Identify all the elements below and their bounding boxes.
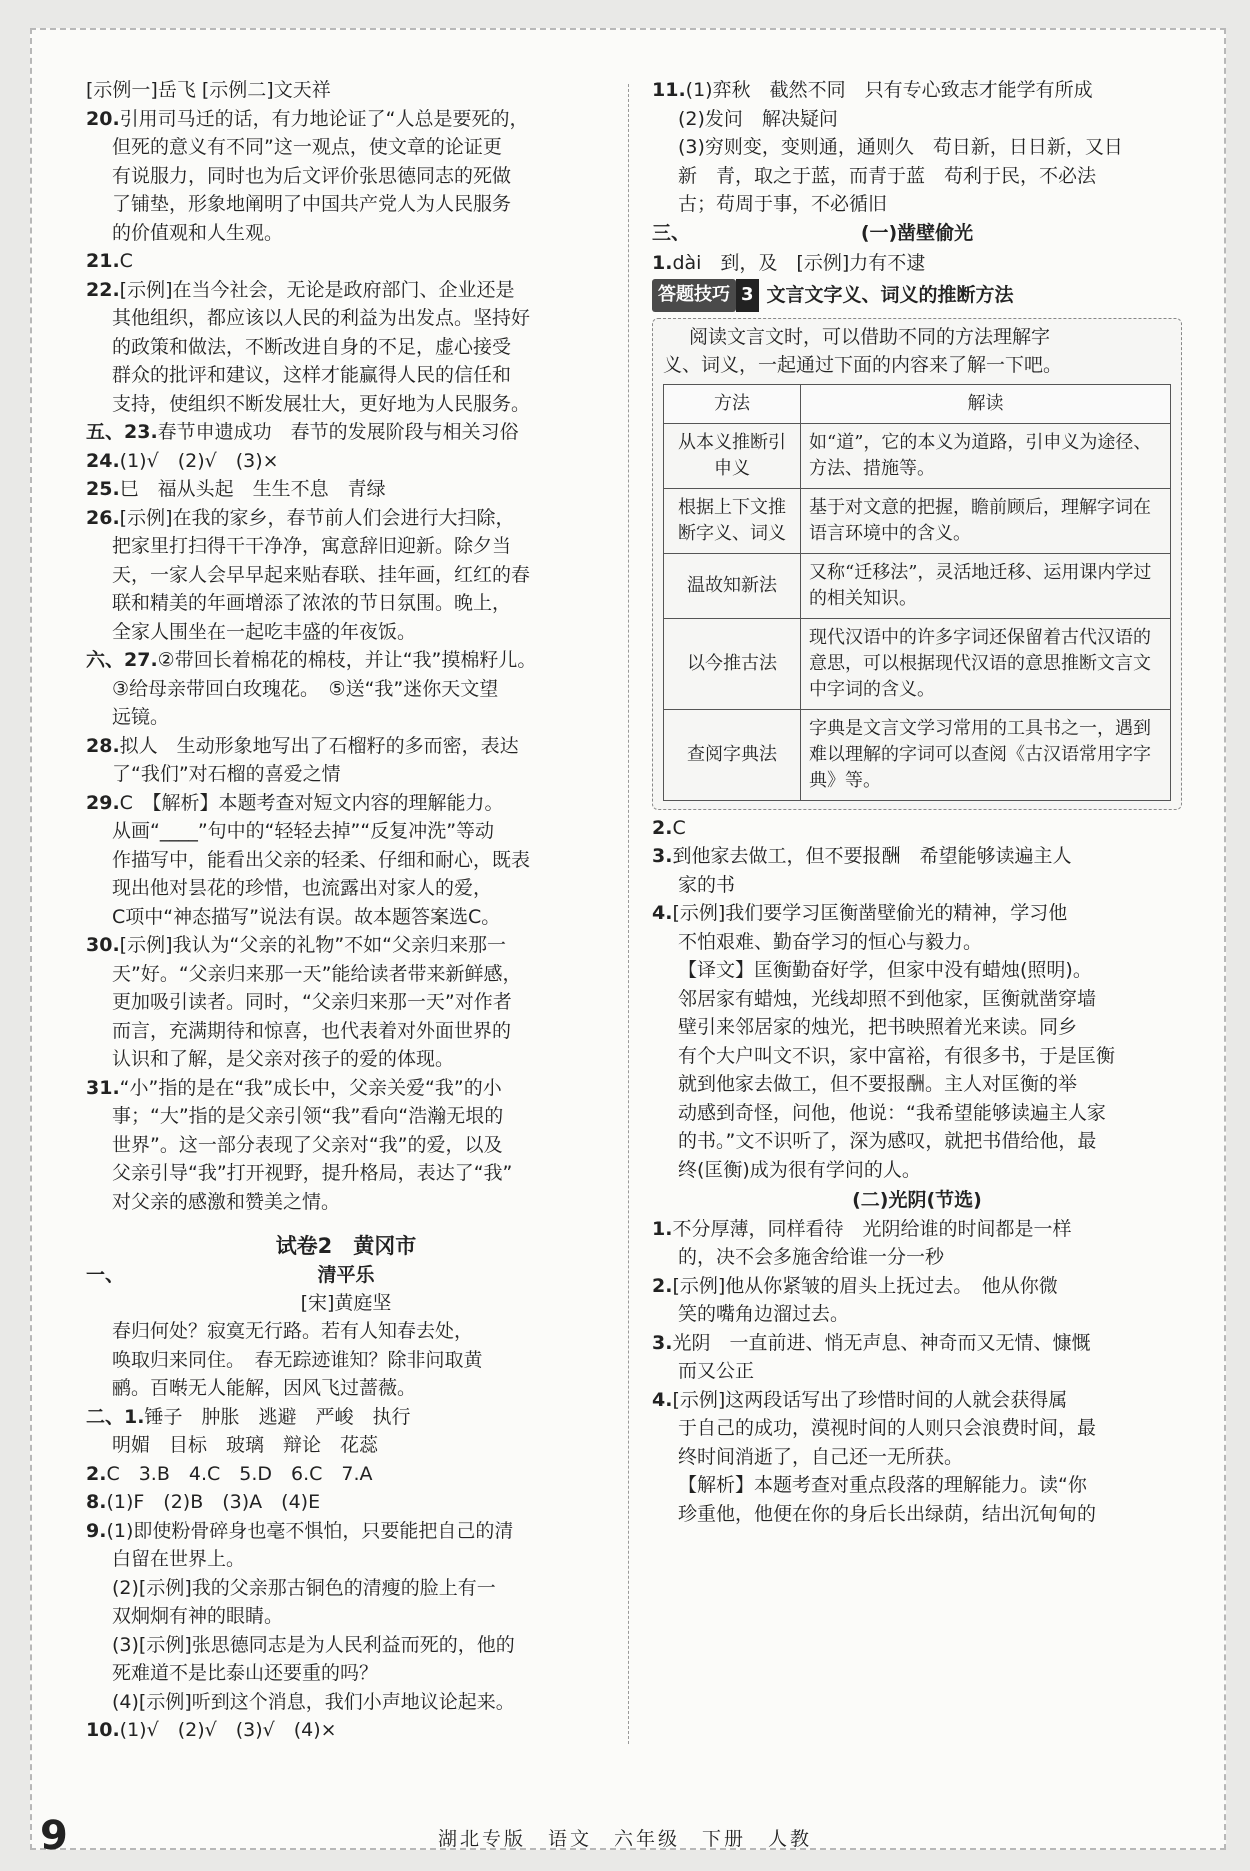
- answer-line: [86, 447, 606, 476]
- answer-number: 2.: [652, 816, 673, 839]
- answer-line: [86, 646, 606, 675]
- answer-line: [86, 817, 606, 846]
- answer-number: 8.: [86, 1491, 107, 1513]
- section-one-label: 一、: [86, 1263, 125, 1286]
- answer-line: [86, 361, 606, 390]
- answer-text: 锤子 肿胀 逃避 严峻 执行: [144, 1405, 411, 1428]
- answer-text: 就到他家去做工，但不要报酬。主人对匡衡的举: [678, 1073, 1078, 1095]
- answer-line: [652, 1215, 1182, 1244]
- answer-number: 2.: [652, 1274, 673, 1297]
- tip-badge: 答题技巧: [652, 279, 736, 312]
- answer-text: 有说服力，同时也为后文评价张思德同志的死做: [112, 164, 512, 187]
- answer-text: [示例]在当今社会，无论是政府部门、企业还是: [119, 278, 515, 301]
- method-cell: 查阅字典法: [664, 709, 801, 800]
- answers-block-guangyin: [652, 1215, 1182, 1529]
- answers-block-2-4: [652, 814, 1182, 1185]
- answer-line: [86, 703, 606, 732]
- answer-line: [86, 561, 606, 590]
- answer-text: 从画“____”句中的“轻轻去掉”“反复冲洗”等动: [112, 820, 495, 842]
- answer-line: [652, 1243, 1182, 1272]
- explanation-cell: 字典是文言文学习常用的工具书之一，遇到难以理解的字词可以查阅《古汉语常用字字典》等。: [801, 709, 1171, 800]
- answer-text: 白留在世界上。: [112, 1548, 246, 1570]
- answer-line: [86, 1403, 606, 1432]
- answer-line: [86, 960, 606, 989]
- answer-text: 春节申遗成功 春节的发展阶段与相关习俗: [157, 421, 519, 443]
- answer-line: [86, 988, 606, 1017]
- answer-line: [86, 931, 606, 960]
- answer-line: [652, 1099, 1182, 1128]
- answer-text: 终(匡衡)成为很有学问的人。: [678, 1158, 921, 1181]
- table-row: [664, 618, 1171, 709]
- answer-text: C项中“神态描写”说法有误。故本题答案选C。: [112, 905, 501, 928]
- explanation-cell: 现代汉语中的许多字词还保留着古代汉语的意思，可以根据现代汉语的意思推断文言文中字词的含义。: [801, 618, 1171, 709]
- answer-line: [652, 1272, 1182, 1301]
- answer-text: 壁引来邻居家的烛光，把书映照着光来读。同乡: [678, 1016, 1078, 1038]
- answer-text: 死难道不是比泰山还要重的吗？: [112, 1662, 379, 1684]
- answer-number: 10.: [86, 1719, 120, 1741]
- answer-line: [86, 1017, 606, 1046]
- answer-line: [86, 732, 606, 761]
- answer-number: 31.: [86, 1076, 120, 1099]
- table-row: [664, 488, 1171, 553]
- tip-intro-1: 阅读文言文时，可以借助不同的方法理解字: [689, 325, 1051, 348]
- answer-line: [86, 247, 606, 276]
- answer-number: 22.: [86, 278, 120, 301]
- answer-line: [86, 219, 606, 248]
- poem-line: 鹂。百啭无人能解，因风飞过蔷薇。: [112, 1377, 417, 1399]
- answer-line: [86, 190, 606, 219]
- answer-line: [652, 1443, 1182, 1472]
- answer-line: [86, 532, 606, 561]
- answer-text: 了铺垫，形象地阐明了中国共产党人为人民服务: [112, 193, 512, 215]
- answer-line: [86, 1431, 606, 1460]
- answer-line: [86, 1517, 606, 1546]
- answer-text: 更加吸引读者。同时，“父亲归来那一天”对作者: [112, 991, 512, 1013]
- answer-text: (1)F (2)B (3)A (4)E: [106, 1491, 321, 1513]
- answer-number: 1.: [652, 1217, 673, 1240]
- answer-number: 28.: [86, 734, 120, 757]
- answer-number: 11.: [652, 79, 686, 101]
- answer-text: 拟人 生动形象地写出了石榴籽的多而密，表达: [119, 734, 519, 757]
- answer-text: ②带回长着棉花的棉枝，并让“我”摸棉籽儿。: [157, 649, 537, 671]
- answer-text: 对父亲的感激和赞美之情。: [112, 1190, 341, 1213]
- section-three-title: (一)凿壁偷光: [860, 221, 974, 244]
- answer-line: [652, 871, 1182, 900]
- answer-text: 到他家去做工，但不要报酬 希望能够读遍主人: [672, 845, 1072, 867]
- answer-line: [86, 133, 606, 162]
- answer-line: [86, 475, 606, 504]
- answer-line: [652, 1042, 1182, 1071]
- answer-text: dài 到，及 [示例]力有不逮: [672, 251, 926, 274]
- answer-text: 现出他对昙花的珍惜，也流露出对家人的爱，: [112, 877, 493, 899]
- answer-number: 4.: [652, 902, 673, 924]
- method-cell: 温故知新法: [664, 553, 801, 618]
- answer-text: 的政策和做法，不断改进自身的不足，虚心接受: [112, 335, 512, 358]
- answer-line: [652, 105, 1182, 134]
- answer-text: [示例]我们要学习匡衡凿壁偷光的精神，学习他: [672, 902, 1068, 924]
- answer-text: 把家里打扫得干干净净，寓意辞旧迎新。除夕当: [112, 535, 512, 557]
- answer-text: 【译文】匡衡勤奋好学，但家中没有蜡烛(照明)。: [678, 959, 1092, 981]
- answer-line: [86, 760, 606, 789]
- answer-line: [652, 985, 1182, 1014]
- answer-line: [86, 390, 606, 419]
- answer-line: [652, 1127, 1182, 1156]
- answer-line: [86, 1102, 606, 1131]
- tip-header: [652, 279, 1182, 312]
- table-row: [664, 553, 1171, 618]
- answer-line: [652, 1357, 1182, 1386]
- answer-line: [652, 899, 1182, 928]
- answer-text: 了“我们”对石榴的喜爱之情: [112, 763, 341, 785]
- answer-number: 3.: [652, 845, 673, 867]
- poem-title: 清平乐: [317, 1263, 375, 1286]
- answer-line: [652, 190, 1182, 219]
- answer-text: 笑的嘴角边溜过去。: [678, 1303, 850, 1325]
- answer-text: (2)[示例]我的父亲那古铜色的清瘦的脸上有一: [112, 1576, 496, 1599]
- answer-text: 天，一家人会早早起来贴春联、挂年画，红红的春: [112, 563, 531, 586]
- answer-text: “小”指的是在“我”成长中，父亲关爱“我”的小: [119, 1076, 502, 1099]
- answer-text: 支持，使组织不断发展壮大，更好地为人民服务。: [112, 392, 531, 415]
- table-row: [664, 423, 1171, 488]
- tip-intro-2: 义、词义，一起通过下面的内容来了解一下吧。: [663, 354, 1063, 376]
- answer-text: (4)[示例]听到这个消息，我们小声地议论起来。: [112, 1690, 515, 1713]
- answer-text: 其他组织，都应该以人民的利益为出发点。坚持好: [112, 307, 531, 329]
- answer-line: [86, 1631, 606, 1660]
- answer-text: 双炯炯有神的眼睛。: [112, 1605, 284, 1627]
- answer-line: [652, 1300, 1182, 1329]
- section-three-b-title: (二)光阴(节选): [852, 1189, 982, 1211]
- tip-box: [652, 318, 1182, 810]
- answers-block-1: [86, 76, 606, 1216]
- answer-text: C 【解析】本题考查对短文内容的理解能力。: [119, 791, 504, 814]
- left-column: [86, 76, 606, 1745]
- answer-text: 巳 福从头起 生生不息 青绿: [119, 478, 386, 500]
- answer-text: 古；苟周于事，不必循旧: [678, 193, 888, 215]
- answer-line: [652, 1500, 1182, 1529]
- answer-text: 不怕艰难、勤奋学习的恒心与毅力。: [678, 930, 983, 953]
- answer-text: 的价值观和人生观。: [112, 221, 284, 244]
- answer-text: 的书。”文不识听了，深为感叹，就把书借给他，最: [678, 1130, 1097, 1152]
- answer-text: 终时间消逝了，自己还一无所获。: [678, 1445, 964, 1468]
- answer-number: 3.: [652, 1331, 673, 1354]
- answer-text: (1)√ (2)√ (3)√ (4)×: [119, 1719, 337, 1741]
- section-three-label: 三、: [652, 221, 691, 244]
- page-footer: [0, 1811, 1250, 1871]
- answer-line: [652, 842, 1182, 871]
- answer-text: ③给母亲带回白玫瑰花。 ⑤送“我”迷你天文望: [112, 677, 499, 700]
- tip-number: 3: [736, 279, 759, 312]
- answer-line: [86, 1602, 606, 1631]
- answer-text: 珍重他，他便在你的身后长出绿荫，结出沉甸甸的: [678, 1502, 1097, 1525]
- answers-block-11: [652, 76, 1182, 219]
- answer-text: 光阴 一直前进、悄无声息、神奇而又无情、慷慨: [672, 1331, 1091, 1354]
- answer-text: 【解析】本题考查对重点段落的理解能力。读“你: [678, 1474, 1087, 1496]
- answer-text: 但死的意义有不同”这一观点，使文章的论证更: [112, 136, 502, 158]
- answer-line: [652, 1414, 1182, 1443]
- answer-text: 远镜。: [112, 706, 170, 728]
- answer-text: (2)发问 解决疑问: [678, 107, 838, 130]
- right-column: [652, 76, 1182, 1528]
- poem-author: [宋]黄庭坚: [300, 1291, 392, 1314]
- paper2-title: 试卷2 黄冈市: [275, 1234, 417, 1258]
- answer-text: 于自己的成功，漠视时间的人则只会浪费时间，最: [678, 1417, 1097, 1439]
- answer-line: [652, 1013, 1182, 1042]
- answer-line: [86, 1074, 606, 1103]
- answer-number: 29.: [86, 791, 120, 814]
- answer-line: [652, 1471, 1182, 1500]
- poem-text: [86, 1317, 606, 1403]
- answer-line: [86, 1659, 606, 1688]
- answer-line: [86, 846, 606, 875]
- answer-line: [86, 675, 606, 704]
- header-explanation: 解读: [801, 384, 1171, 423]
- answer-line: [86, 105, 606, 134]
- answer-line: [86, 1188, 606, 1217]
- method-cell: 从本义推断引申义: [664, 423, 801, 488]
- answer-text: 动感到奇怪，问他，他说：“我希望能够读遍主人家: [678, 1101, 1106, 1124]
- answer-number: 25.: [86, 478, 120, 500]
- answer-text: 世界”。这一部分表现了父亲对“我”的爱，以及: [112, 1133, 503, 1156]
- answer-line: [652, 1329, 1182, 1358]
- answer-text: [示例一]岳飞 [示例二]文天祥: [86, 79, 331, 101]
- answer-line: [652, 76, 1182, 105]
- answer-line: [86, 76, 606, 105]
- answer-text: 有个大户叫文不识，家中富裕，有很多书，于是匡衡: [678, 1044, 1116, 1067]
- answer-line: [86, 162, 606, 191]
- answer-number: 五、23.: [86, 421, 158, 443]
- answer-line: [86, 1688, 606, 1717]
- answer-text: 作描写中，能看出父亲的轻柔、仔细和耐心，既表: [112, 848, 531, 871]
- answer-text: 而又公正: [678, 1360, 755, 1382]
- answer-line: [652, 1156, 1182, 1185]
- answer-line: [86, 276, 606, 305]
- tip-title: 文言文字义、词义的推断方法: [766, 284, 1014, 306]
- answer-line: [86, 874, 606, 903]
- answer-text: 邻居家有蜡烛，光线却照不到他家，匡衡就凿穿墙: [678, 987, 1097, 1010]
- answer-line: [86, 333, 606, 362]
- answer-text: 的，决不会多施舍给谁一分一秒: [678, 1246, 945, 1268]
- table-row: [664, 709, 1171, 800]
- answer-number: 六、27.: [86, 649, 158, 671]
- answer-text: 群众的批评和建议，这样才能赢得人民的信任和: [112, 364, 512, 386]
- answer-text: 不分厚薄，同样看待 光阴给谁的时间都是一样: [672, 1217, 1072, 1240]
- poem-title-row: [86, 1261, 606, 1289]
- answer-line: [652, 928, 1182, 957]
- answer-number: 4.: [652, 1388, 673, 1411]
- answer-number: 26.: [86, 506, 120, 529]
- answer-text: 联和精美的年画增添了浓浓的节日氛围。晚上，: [112, 592, 512, 614]
- answer-text: C: [672, 816, 686, 839]
- answer-text: (1)√ (2)√ (3)×: [119, 449, 279, 472]
- answer-line: [86, 789, 606, 818]
- answer-line: [86, 1159, 606, 1188]
- answer-line: [86, 1131, 606, 1160]
- answer-text: 新 青，取之于蓝，而青于蓝 苟利于民，不必法: [678, 164, 1097, 187]
- answer-text: C: [119, 250, 133, 272]
- answer-text: [示例]在我的家乡，春节前人们会进行大扫除，: [119, 506, 515, 529]
- method-cell: 以今推古法: [664, 618, 801, 709]
- answer-line: [652, 133, 1182, 162]
- answer-text: C 3.B 4.C 5.D 6.C 7.A: [106, 1462, 373, 1485]
- answer-number: 20.: [86, 107, 120, 130]
- answer-text: [示例]这两段话写出了珍惜时间的人就会获得属: [672, 1388, 1068, 1411]
- answer-text: 认识和了解，是父亲对孩子的爱的体现。: [112, 1048, 455, 1070]
- answer-text: (3)穷则变，变则通，通则久 苟日新，日日新，又日: [678, 136, 1123, 158]
- header-method: 方法: [664, 384, 801, 423]
- poem-line: 唤取归来同住。 春无踪迹谁知？除非问取黄: [112, 1348, 483, 1371]
- answer-text: (1)即使粉骨碎身也毫不惧怕，只要能把自己的清: [106, 1519, 514, 1542]
- answer-line: [86, 1716, 606, 1745]
- answer-text: 事；“大”指的是父亲引领“我”看向“浩瀚无垠的: [112, 1105, 504, 1127]
- method-cell: 根据上下文推断字义、词义: [664, 488, 801, 553]
- answer-line: [86, 1574, 606, 1603]
- answer-line: [86, 618, 606, 647]
- answer-text: 引用司马迁的话，有力地论证了“人总是要死的，: [119, 107, 529, 130]
- answer-line: [86, 304, 606, 333]
- answer-line: [86, 1460, 606, 1489]
- answer-number: 1.: [652, 251, 673, 274]
- answer-text: (1)弈秋 截然不同 只有专心致志才能学有所成: [685, 79, 1093, 101]
- answer-text: (3)[示例]张思德同志是为人民利益而死的，他的: [112, 1633, 515, 1656]
- explanation-cell: 如“道”，它的本义为道路，引申义为途径、方法、措施等。: [801, 423, 1171, 488]
- section-three-header: [652, 219, 1182, 249]
- answer-number: 9.: [86, 1519, 107, 1542]
- answer-line: [652, 249, 1182, 278]
- methods-table: [663, 384, 1171, 801]
- answer-text: 全家人围坐在一起吃丰盛的年夜饭。: [112, 620, 417, 643]
- answer-line: [86, 1545, 606, 1574]
- answer-number: 21.: [86, 250, 120, 272]
- answer-text: 父亲引导“我”打开视野，提升格局，表达了“我”: [112, 1162, 513, 1184]
- answer-text: 家的书: [678, 873, 736, 896]
- answer-line: [86, 903, 606, 932]
- explanation-cell: 又称“迁移法”，灵活地迁移、运用课内学过的相关知识。: [801, 553, 1171, 618]
- answer-line: [86, 418, 606, 447]
- answer-text: [示例]他从你紧皱的眉头上抚过去。 他从你微: [672, 1274, 1058, 1297]
- table-header-row: [664, 384, 1171, 423]
- answer-line: [652, 1070, 1182, 1099]
- answer-text: 而言，充满期待和惊喜，也代表着对外面世界的: [112, 1019, 512, 1042]
- answer-text: [示例]我认为“父亲的礼物”不如“父亲归来那一: [119, 934, 507, 956]
- answer-line: [86, 1488, 606, 1517]
- answer-line: [652, 956, 1182, 985]
- answer-line: [86, 589, 606, 618]
- answer-number: 30.: [86, 934, 120, 956]
- answer-line: [652, 1386, 1182, 1415]
- answer-text: 天”好。“父亲归来那一天”能给读者带来新鲜感，: [112, 962, 522, 985]
- answer-number: 二、1.: [86, 1405, 145, 1428]
- column-divider: [628, 84, 630, 1744]
- answer-line: [652, 162, 1182, 191]
- poem-line: 春归何处？寂寞无行路。若有人知春去处，: [112, 1320, 474, 1342]
- answers-block-2: [86, 1403, 606, 1745]
- answer-line: [652, 814, 1182, 843]
- footer-info: 湖北专版 语文 六年级 下册 人教: [437, 1828, 812, 1850]
- table-body: [664, 423, 1171, 800]
- explanation-cell: 基于对文意的把握，瞻前顾后，理解字词在语言环境中的含义。: [801, 488, 1171, 553]
- answer-number: 2.: [86, 1462, 107, 1485]
- answer-line: [86, 1045, 606, 1074]
- answer-line: [86, 504, 606, 533]
- answer-text: 明媚 目标 玻璃 辩论 花蕊: [112, 1434, 379, 1456]
- answer-number: 24.: [86, 449, 120, 472]
- page-number: 9: [40, 1813, 68, 1859]
